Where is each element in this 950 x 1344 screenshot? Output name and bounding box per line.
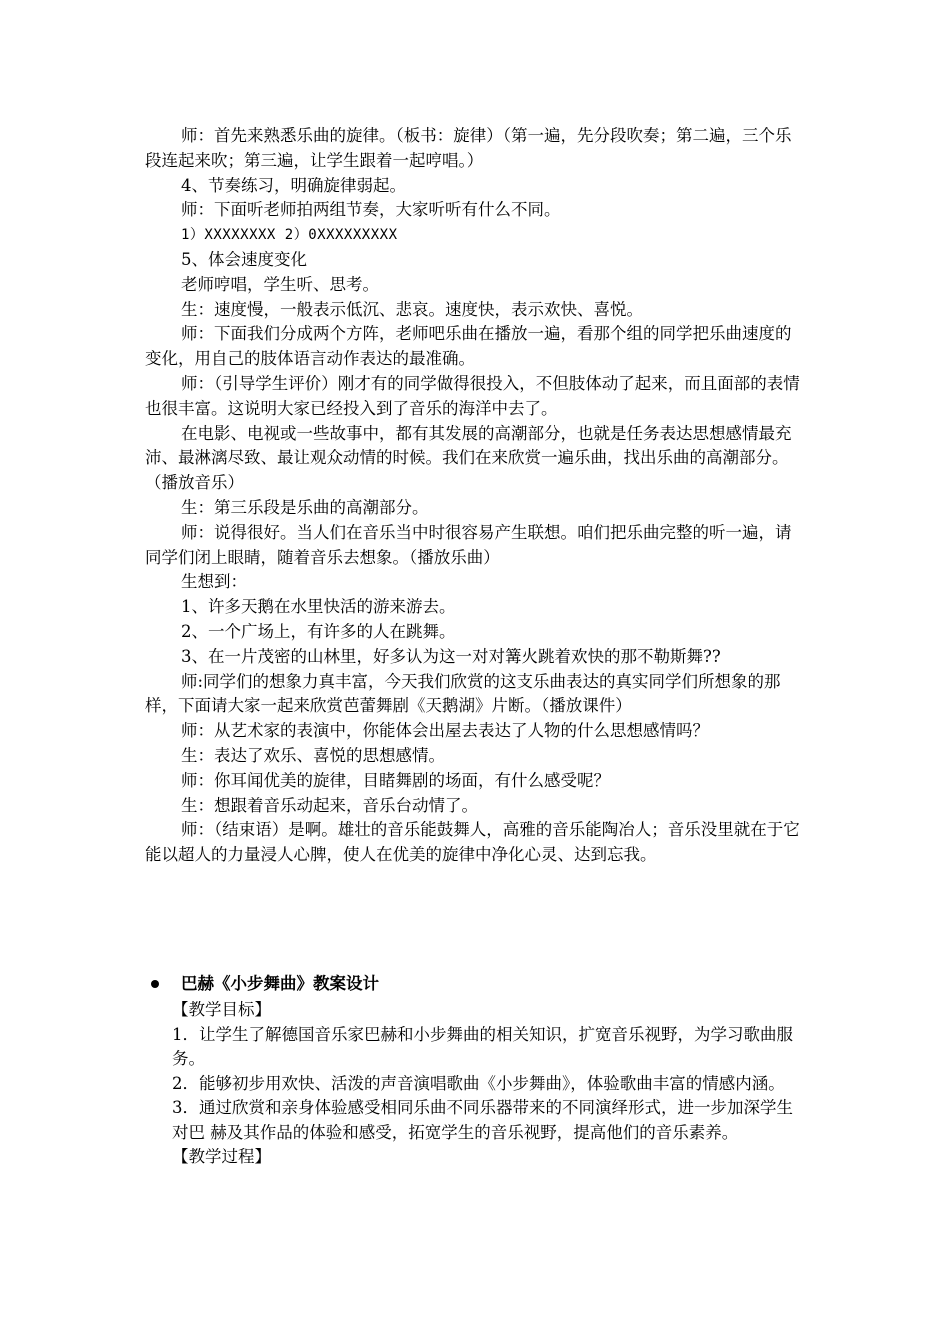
paragraph: 2、一个广场上，有许多的人在跳舞。 bbox=[181, 621, 456, 641]
paragraph: 老师哼唱，学生听、思考。 bbox=[181, 274, 379, 294]
bullet-icon bbox=[151, 980, 159, 988]
paragraph: 师：说得很好。当人们在音乐当中时很容易产生联想。咱们把乐曲完整的听一遍，请同学们闭上眼睛，随着音乐去想象。（播放乐曲） bbox=[145, 522, 792, 567]
section-title: 巴赫《小步舞曲》教案设计 bbox=[181, 974, 379, 993]
paragraph: 师：（结束语）是啊。雄壮的音乐能鼓舞人，高雅的音乐能陶冶人；音乐没里就在于它能以超人的力量浸人心脾，使人在优美的旋律中净化心灵、达到忘我。 bbox=[145, 820, 800, 865]
paragraph: 生：第三乐段是乐曲的高潮部分。 bbox=[181, 497, 429, 517]
paragraph: 师:同学们的想象力真丰富，今天我们欣赏的这支乐曲表达的真实同学们所想象的那样，下面请大家一起来欣赏芭蕾舞剧《天鹅湖》片断。（播放课件） bbox=[145, 671, 781, 716]
paragraph: 师：下面听老师拍两组节奏，大家听听有什么不同。 bbox=[181, 200, 561, 220]
goals-label: 【教学目标】 bbox=[172, 1000, 271, 1019]
rhythm-notation: 1）XXXXXXXX 2）0XXXXXXXXX bbox=[181, 227, 398, 244]
paragraph: 生：表达了欢乐、喜悦的思想感情。 bbox=[181, 745, 445, 765]
goal-item: 1．让学生了解德国音乐家巴赫和小步舞曲的相关知识，扩宽音乐视野，为学习歌曲服务。 bbox=[172, 1024, 793, 1068]
paragraph: 在电影、电视或一些故事中，都有其发展的高潮部分，也就是任务表达思想感情最充沛、最淋漓尽致、最让观众动情的时候。我们在来欣赏一遍乐曲，找出乐曲的高潮部分。（播放音乐） bbox=[145, 423, 792, 493]
lesson-plan-section bbox=[145, 970, 805, 1170]
process-label: 【教学过程】 bbox=[172, 1147, 271, 1166]
paragraph: 生：想跟着音乐动起来，音乐台动情了。 bbox=[181, 795, 478, 815]
lesson-plan-body bbox=[172, 998, 805, 1170]
goal-item: 3．通过欣赏和亲身体验感受相同乐曲不同乐器带来的不同演绎形式，进一步加深学生对巴 赫及其作品的体验和感受，拓宽学生的音乐视野，提高他们的音乐素养。 bbox=[172, 1098, 793, 1142]
section-heading bbox=[145, 970, 805, 998]
paragraph: 4、节奏练习，明确旋律弱起。 bbox=[181, 175, 406, 195]
paragraph: 3、在一片茂密的山林里，好多认为这一对对篝火跳着欢快的那不勒斯舞?? bbox=[181, 646, 721, 666]
paragraph: 师：（引导学生评价）刚才有的同学做得很投入，不但肢体动了起来，而且面部的表情也很丰富。这说明大家已经投入到了音乐的海洋中去了。 bbox=[145, 373, 800, 418]
lesson-dialogue-section bbox=[145, 124, 805, 868]
paragraph: 师：从艺术家的表演中，你能体会出屋去表达了人物的什么思想感情吗？ bbox=[181, 721, 709, 741]
paragraph: 5、体会速度变化 bbox=[181, 249, 307, 269]
paragraph: 师：你耳闻优美的旋律，目睹舞剧的场面，有什么感受呢？ bbox=[181, 770, 610, 790]
paragraph: 生：速度慢，一般表示低沉、悲哀。速度快，表示欢快、喜悦。 bbox=[181, 299, 643, 319]
paragraph: 1、许多天鹅在水里快活的游来游去。 bbox=[181, 597, 456, 617]
paragraph: 师：下面我们分成两个方阵，老师吧乐曲在播放一遍，看那个组的同学把乐曲速度的变化，用自己的肢体语言动作表达的最准确。 bbox=[145, 324, 792, 369]
paragraph: 生想到： bbox=[181, 572, 247, 592]
paragraph: 师：首先来熟悉乐曲的旋律。（板书：旋律）（第一遍，先分段吹奏；第二遍，三个乐段连起来吹；第三遍，让学生跟着一起哼唱。） bbox=[145, 126, 792, 170]
goal-item: 2．能够初步用欢快、活泼的声音演唱歌曲《小步舞曲》，体验歌曲丰富的情感内涵。 bbox=[172, 1073, 785, 1093]
